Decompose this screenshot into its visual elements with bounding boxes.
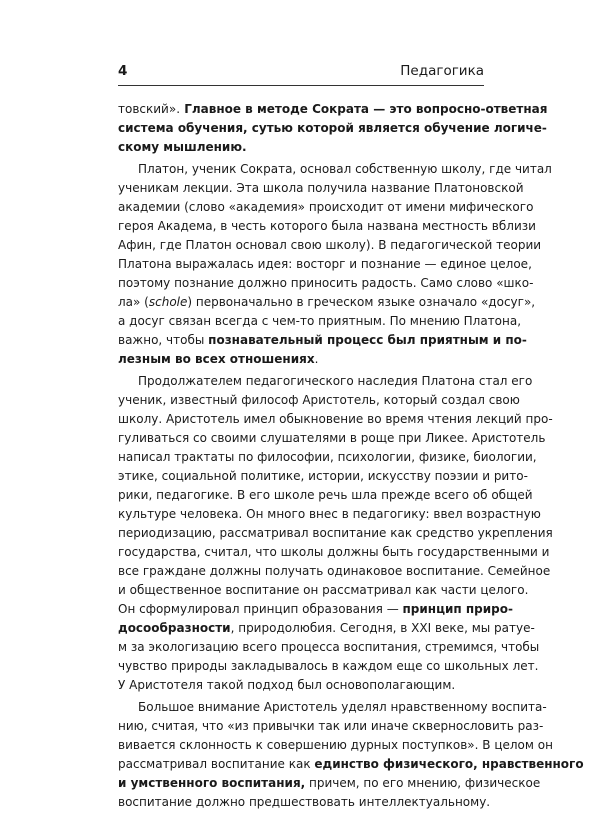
text-span: культуре человека. Он много внес в педагогику: ввел возрастную <box>118 507 541 521</box>
text-line <box>118 179 524 198</box>
text-span: У Аристотеля такой подход был основополагающим. <box>118 678 456 692</box>
text-line <box>118 274 534 293</box>
text-span: поэтому познание должно приносить радость. Само слово «шко- <box>118 276 534 290</box>
text-line <box>118 217 536 236</box>
text-line <box>118 736 553 755</box>
paragraph <box>118 100 548 157</box>
bold-text: лезным во всех отношениях <box>118 352 315 366</box>
text-span: государства, считал, что школы должны быть государственными и <box>118 545 550 559</box>
text-span: этике, социальной политике, истории, искусству поэзии и рито- <box>118 469 528 483</box>
text-line <box>118 410 553 429</box>
bold-text: единство физического, нравственного <box>314 757 584 771</box>
bold-text: принцип приро- <box>402 602 513 616</box>
text-span: рики, педагогике. В его школе речь шла прежде всего об общей <box>118 488 533 502</box>
text-line <box>118 138 484 157</box>
text-line <box>118 793 491 812</box>
text-span: товский». <box>118 102 181 116</box>
text-line <box>118 312 522 331</box>
text-line <box>118 372 533 391</box>
text-span: . <box>314 352 319 366</box>
text-line <box>118 543 550 562</box>
header-rule <box>118 85 484 86</box>
text-line <box>118 774 541 793</box>
bold-text: и умственного воспитания, <box>118 776 306 790</box>
text-span: академии (слово «академия» происходит от имени мифического <box>118 200 534 214</box>
text-line <box>118 255 532 274</box>
italic-text: schole <box>148 295 188 309</box>
text-line <box>118 581 529 600</box>
text-span: ) первоначально в греческом языке означало «досуг», <box>187 295 536 309</box>
text-span: вивается склонность к совершению дурных поступков». В целом он <box>118 738 553 752</box>
paragraph <box>118 160 552 369</box>
text-span: Афин, где Платон основал свою школу). В педагогической теории <box>118 238 542 252</box>
text-line <box>118 467 528 486</box>
text-span: Продолжателем педагогического наследия Платона стал его <box>138 374 533 388</box>
text-line <box>118 676 484 695</box>
text-span: героя Академа, в честь которого была названа местность вблизи <box>118 219 536 233</box>
running-title: Педагогика <box>400 63 484 79</box>
text-line <box>118 391 520 410</box>
paragraph <box>118 372 553 695</box>
page-body <box>118 100 584 815</box>
text-span: ученик, известный философ Аристотель, который создал свою <box>118 393 520 407</box>
text-span: а досуг связан всегда с чем-то приятным. По мнению Платона, <box>118 314 522 328</box>
text-line <box>118 524 553 543</box>
text-line <box>118 755 584 774</box>
text-span: ученикам лекции. Эта школа получила название Платоновской <box>118 181 524 195</box>
text-line <box>118 100 548 119</box>
text-line <box>118 429 546 448</box>
text-line <box>118 619 535 638</box>
text-line <box>118 119 547 138</box>
text-span: Большое внимание Аристотель уделял нравственному воспита- <box>138 700 547 714</box>
text-span: периодизацию, рассматривал воспитание как средство укрепления <box>118 526 553 540</box>
text-line <box>118 657 539 676</box>
text-span: нию, считая, что «из привычки так или иначе сквернословить раз- <box>118 719 544 733</box>
paragraph <box>118 698 584 812</box>
text-line <box>118 160 552 179</box>
running-header <box>118 63 484 79</box>
text-line <box>118 350 484 369</box>
text-span: чувство природы закладывалось в каждом еще со школьных лет. <box>118 659 539 673</box>
text-span: написал трактаты по философии, психологии, физике, биологии, <box>118 450 537 464</box>
text-span: рассматривал воспитание как <box>118 757 315 771</box>
text-span: гуливаться со своими слушателями в роще при Ликее. Аристотель <box>118 431 546 445</box>
text-span: Он сформулировал принцип образования — <box>118 602 403 616</box>
text-line <box>118 505 541 524</box>
text-span: все граждане должны получать одинаковое воспитание. Семейное <box>118 564 551 578</box>
text-line <box>118 448 537 467</box>
text-line <box>118 293 536 312</box>
text-span: ла» ( <box>118 295 149 309</box>
text-line <box>118 331 527 350</box>
text-line <box>118 486 533 505</box>
text-span: воспитание должно предшествовать интеллектуальному. <box>118 795 491 809</box>
text-line <box>118 638 540 657</box>
bold-text: скому мышлению. <box>118 140 247 154</box>
text-span: Платон, ученик Сократа, основал собственную школу, где читал <box>138 162 552 176</box>
text-span: важно, чтобы <box>118 333 209 347</box>
bold-text: Главное в методе Сократа — это вопросно-ответная <box>180 102 548 116</box>
text-span: Платона выражалась идея: восторг и познание — единое целое, <box>118 257 532 271</box>
text-span: школу. Аристотель имел обыкновение во время чтения лекций про- <box>118 412 553 426</box>
text-span: , природолюбия. Сегодня, в XXI веке, мы ратуе- <box>230 621 535 635</box>
bold-text: познавательный процесс был приятным и по- <box>208 333 527 347</box>
text-line <box>118 600 513 619</box>
text-line <box>118 562 551 581</box>
bold-text: досообразности <box>118 621 231 635</box>
bold-text: система обучения, сутью которой является обучение логиче- <box>118 121 547 135</box>
text-line <box>118 198 534 217</box>
text-span: и общественное воспитание он рассматривал как части целого. <box>118 583 529 597</box>
text-line <box>118 698 547 717</box>
text-line <box>118 236 542 255</box>
text-line <box>118 717 544 736</box>
text-span: причем, по его мнению, физическое <box>305 776 541 790</box>
page-number: 4 <box>118 63 128 79</box>
text-span: м за экологизацию всего процесса воспитания, стремимся, чтобы <box>118 640 540 654</box>
